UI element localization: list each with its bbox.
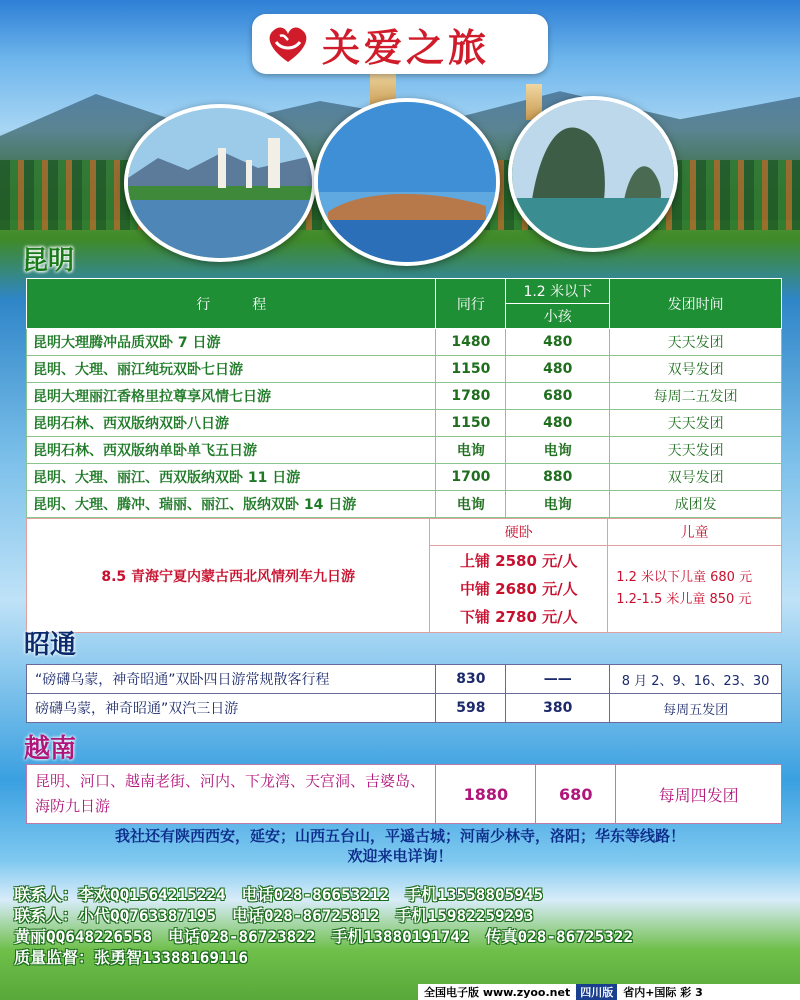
child-prices [608, 546, 782, 633]
table-row [27, 383, 782, 410]
middle-berth-price: 中铺 2680 元/人 [459, 580, 578, 598]
page-footer [418, 984, 800, 1000]
table-row [27, 329, 782, 356]
child-price-under-1-2m: 1.2 米以下儿童 680 元 [616, 570, 753, 585]
table-row [27, 491, 782, 518]
notice-line-2: 欢迎来电详询！ [347, 847, 453, 865]
schedule-cell: 每周二五发团 [610, 383, 782, 410]
peer-price-cell: 1780 [436, 383, 506, 410]
route-cell: 昆明大理腾冲品质双卧 7 日游 [27, 329, 436, 356]
schedule-cell: 天天发团 [610, 410, 782, 437]
header-child-bottom: 小孩 [506, 304, 610, 329]
contact-line: 联系人：小代QQ763387195 电话028-86725812 手机15982259293 [14, 906, 534, 925]
brand-logo [252, 14, 548, 74]
schedule-cell: 成团发 [610, 491, 782, 518]
table-row [27, 464, 782, 491]
header-sleeper: 硬卧 [430, 519, 608, 546]
photo-pagodas-lake [124, 104, 316, 262]
schedule-cell: 每周四发团 [616, 765, 782, 824]
table-row [27, 356, 782, 383]
child-price-cell: 480 [506, 410, 610, 437]
route-cell: 昆明石林、西双版纳单卧单飞五日游 [27, 437, 436, 464]
other-routes-notice [0, 826, 800, 866]
route-cell: 昆明、大理、丽江、西双版纳双卧 11 日游 [27, 464, 436, 491]
header-peer: 同行 [436, 279, 506, 329]
footer-site: 全国电子版 www.zyoo.net [424, 986, 571, 999]
train-tour-table [26, 518, 782, 633]
section-title-vietnam: 越南 [24, 734, 77, 764]
heart-hands-icon [264, 22, 312, 66]
child-price-cell: —— [506, 665, 610, 694]
peer-price-cell: 1700 [436, 464, 506, 491]
route-cell: 昆明大理丽江香格里拉尊享风情七日游 [27, 383, 436, 410]
footer-edition-badge: 四川版 [576, 984, 617, 1000]
table-header-row [27, 279, 782, 304]
peer-price-cell: 电询 [436, 437, 506, 464]
brand-name: 关爱之旅 [322, 24, 491, 70]
section-title-zhaotong: 昭通 [24, 630, 77, 660]
train-tour-name: 8.5 青海宁夏内蒙古西北风情列车九日游 [27, 519, 430, 633]
header-child: 儿童 [608, 519, 782, 546]
schedule-cell: 8 月 2、9、16、23、30 [610, 665, 782, 694]
schedule-cell: 双号发团 [610, 356, 782, 383]
route-cell: 磅礴乌蒙，神奇昭通”双汽三日游 [27, 694, 436, 723]
peer-price-cell: 1480 [436, 329, 506, 356]
peer-price-cell: 598 [436, 694, 506, 723]
peer-price-cell: 830 [436, 665, 506, 694]
route-cell: 昆明、河口、越南老街、河内、下龙湾、天宫洞、吉婆岛、海防九日游 [27, 765, 436, 824]
child-price-cell: 电询 [506, 437, 610, 464]
vietnam-table [26, 764, 782, 824]
route-cell: 昆明石林、西双版纳双卧八日游 [27, 410, 436, 437]
schedule-cell: 天天发团 [610, 329, 782, 356]
child-price-cell: 480 [506, 329, 610, 356]
footer-section: 省内+国际 彩 3 [623, 986, 703, 999]
table-header-row [27, 519, 782, 546]
child-price-cell: 880 [506, 464, 610, 491]
peer-price-cell: 1150 [436, 410, 506, 437]
child-price-1-2-to-1-5m: 1.2-1.5 米儿童 850 元 [616, 592, 752, 607]
table-row [27, 410, 782, 437]
header-schedule: 发团时间 [610, 279, 782, 329]
schedule-cell: 双号发团 [610, 464, 782, 491]
contact-line: 联系人：李欢QQ1564215224 电话028-86653212 手机13558805945 [14, 885, 544, 904]
contact-line: 质量监督：张勇智13388169116 [14, 948, 248, 967]
lower-berth-price: 下铺 2780 元/人 [459, 608, 578, 626]
header-route: 行 程 [27, 279, 436, 329]
child-price-cell: 电询 [506, 491, 610, 518]
contact-block [14, 884, 633, 968]
section-title-kunming: 昆明 [22, 246, 75, 276]
photo-desert-lake [314, 98, 500, 266]
schedule-cell: 天天发团 [610, 437, 782, 464]
peer-price-cell: 1150 [436, 356, 506, 383]
kunming-table [26, 278, 782, 518]
child-price-cell: 680 [536, 765, 616, 824]
table-row [27, 765, 782, 824]
table-row [27, 437, 782, 464]
route-cell: 昆明、大理、腾冲、瑞丽、丽江、版纳双卧 14 日游 [27, 491, 436, 518]
berth-prices [430, 546, 608, 633]
zhaotong-table [26, 664, 782, 723]
child-price-cell: 680 [506, 383, 610, 410]
child-price-cell: 380 [506, 694, 610, 723]
notice-line-1: 我社还有陕西西安，延安；山西五台山，平遥古城；河南少林寺，洛阳；华东等线路！ [114, 827, 685, 845]
header-child-top: 1.2 米以下 [506, 279, 610, 304]
peer-price-cell: 电询 [436, 491, 506, 518]
route-cell: 昆明、大理、丽江纯玩双卧七日游 [27, 356, 436, 383]
peer-price-cell: 1880 [436, 765, 536, 824]
route-cell: “磅礴乌蒙，神奇昭通”双卧四日游常规散客行程 [27, 665, 436, 694]
schedule-cell: 每周五发团 [610, 694, 782, 723]
table-row [27, 665, 782, 694]
table-row [27, 694, 782, 723]
child-price-cell: 480 [506, 356, 610, 383]
contact-line: 黄丽QQ648226558 电话028-86723822 手机13880191742 传真028-86725322 [14, 927, 634, 946]
photo-karst-bay [508, 96, 678, 252]
upper-berth-price: 上铺 2580 元/人 [459, 552, 578, 570]
